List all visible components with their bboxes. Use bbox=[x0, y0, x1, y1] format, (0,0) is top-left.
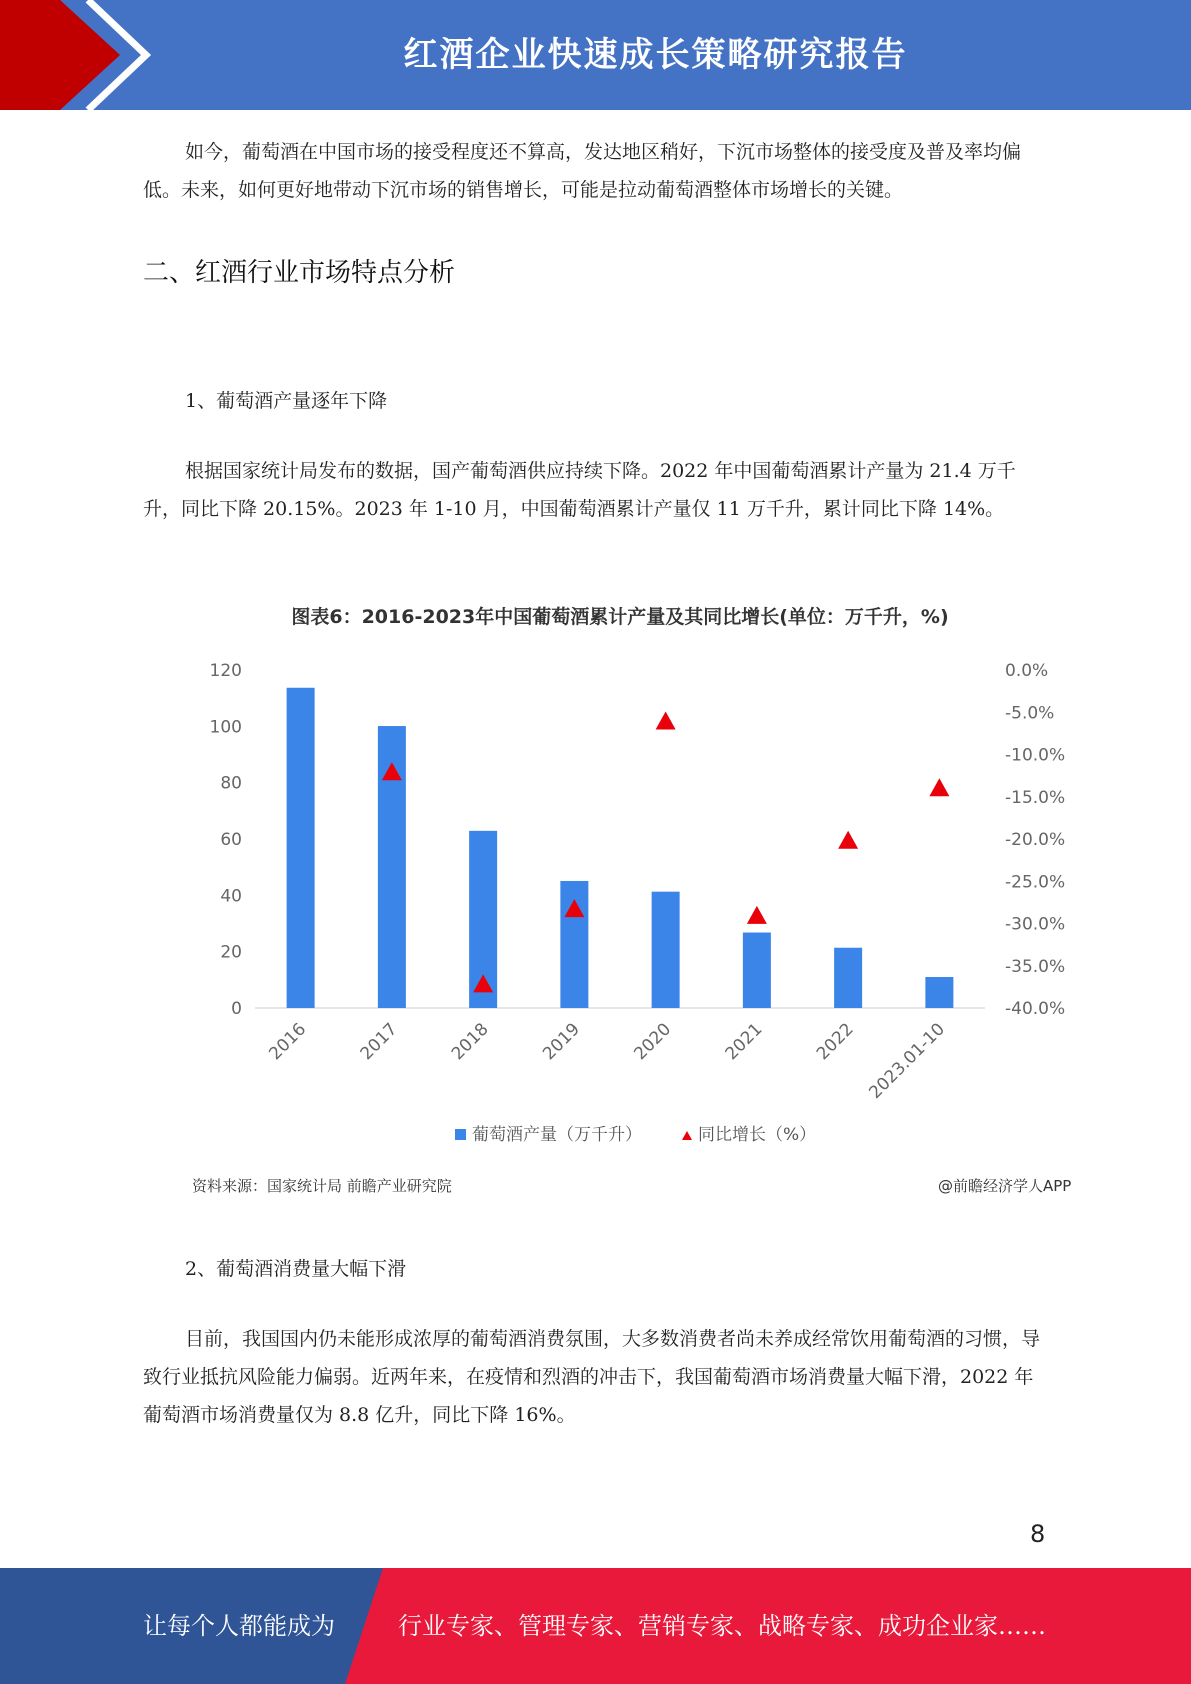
y-left-tick-label: 40 bbox=[220, 886, 242, 907]
header-title: 红酒企业快速成长策略研究报告 bbox=[403, 35, 908, 75]
legend-label-production: 葡萄酒产量（万千升） bbox=[472, 1125, 642, 1145]
y-right-tick-label: -10.0% bbox=[1005, 745, 1066, 766]
y-right-tick-label: 0.0% bbox=[1005, 661, 1049, 681]
page-footer bbox=[0, 1568, 1191, 1684]
y-left-tick-label: 0 bbox=[231, 999, 242, 1019]
y-right-tick-label: -40.0% bbox=[1005, 999, 1066, 1019]
legend-item-growth bbox=[682, 1120, 816, 1145]
y-left-tick-label: 80 bbox=[220, 773, 242, 794]
y-left-tick-label: 120 bbox=[209, 661, 242, 681]
subsection1-heading: 1、葡萄酒产量逐年下降 bbox=[185, 390, 388, 412]
x-tick-label: 2021 bbox=[721, 1019, 767, 1065]
legend-bar-icon bbox=[455, 1129, 466, 1140]
y-right-tick-label: -20.0% bbox=[1005, 830, 1066, 850]
legend-item-production bbox=[455, 1120, 642, 1145]
section-heading: 二、红酒行业市场特点分析 bbox=[143, 258, 456, 288]
x-tick-label: 2016 bbox=[265, 1019, 311, 1065]
chart-credit: @前瞻经济学人APP bbox=[938, 1177, 1072, 1195]
x-tick-label: 2023.01-10 bbox=[865, 1019, 949, 1103]
x-tick-label: 2020 bbox=[630, 1019, 676, 1065]
x-tick-label: 2018 bbox=[447, 1019, 493, 1065]
bar bbox=[652, 892, 680, 1008]
footer-left-text: 让每个人都能成为 bbox=[143, 1612, 335, 1640]
y-left-tick-label: 100 bbox=[209, 717, 242, 738]
subsection2-paragraph: 目前，我国国内仍未能形成浓厚的葡萄酒消费氛围，大多数消费者尚未养成经常饮用葡萄酒的习惯，导致行业抵抗风险能力偏弱。近两年来，在疫情和烈酒的冲击下，我国葡萄酒市场消费量大幅下滑，2022 年葡萄酒市场消费量仅为 8.8 亿升，同比下降 16%。 bbox=[143, 1328, 1041, 1426]
y-right-tick-label: -15.0% bbox=[1005, 787, 1066, 808]
x-tick-label: 2019 bbox=[539, 1019, 584, 1065]
footer-right-text: 行业专家、管理专家、营销专家、战略专家、成功企业家…… bbox=[398, 1612, 1046, 1640]
growth-marker bbox=[656, 712, 676, 730]
intro-paragraph: 如今，葡萄酒在中国市场的接受程度还不算高，发达地区稍好，下沉市场整体的接受度及普及率均偏低。未来，如何更好地带动下沉市场的销售增长，可能是拉动葡萄酒整体市场增长的关键。 bbox=[143, 141, 1022, 201]
bar bbox=[743, 933, 771, 1008]
y-left-tick-label: 20 bbox=[220, 942, 242, 963]
chart-source: 资料来源：国家统计局 前瞻产业研究院 bbox=[192, 1177, 452, 1195]
growth-marker bbox=[747, 906, 767, 924]
production-chart bbox=[180, 640, 1100, 1120]
x-tick-label: 2022 bbox=[812, 1019, 858, 1065]
legend-label-growth: 同比增长（%） bbox=[698, 1125, 817, 1145]
page-number: 8 bbox=[1030, 1520, 1046, 1548]
chart-title: 图表6：2016-2023年中国葡萄酒累计产量及其同比增长(单位：万千升，%) bbox=[291, 606, 949, 628]
chart-legend bbox=[455, 1120, 816, 1145]
x-tick-label: 2017 bbox=[356, 1019, 402, 1065]
y-left-tick-label: 60 bbox=[220, 830, 242, 850]
page-header bbox=[0, 0, 1191, 110]
bar bbox=[287, 688, 315, 1008]
y-right-tick-label: -30.0% bbox=[1005, 914, 1066, 935]
growth-marker bbox=[929, 778, 949, 796]
y-right-tick-label: -25.0% bbox=[1005, 872, 1066, 893]
growth-marker bbox=[838, 831, 858, 849]
legend-triangle-icon bbox=[682, 1131, 692, 1140]
y-right-tick-label: -35.0% bbox=[1005, 956, 1066, 977]
subsection2-heading: 2、葡萄酒消费量大幅下滑 bbox=[185, 1258, 407, 1280]
bar bbox=[834, 948, 862, 1008]
bar bbox=[925, 977, 953, 1008]
y-right-tick-label: -5.0% bbox=[1005, 703, 1055, 724]
subsection1-paragraph: 根据国家统计局发布的数据，国产葡萄酒供应持续下降。2022 年中国葡萄酒累计产量为 21.4 万千升，同比下降 20.15%。2023 年 1-10 月，中国葡萄酒累计产量仅 11 万千升，累计同比下降 14%。 bbox=[143, 460, 1016, 520]
